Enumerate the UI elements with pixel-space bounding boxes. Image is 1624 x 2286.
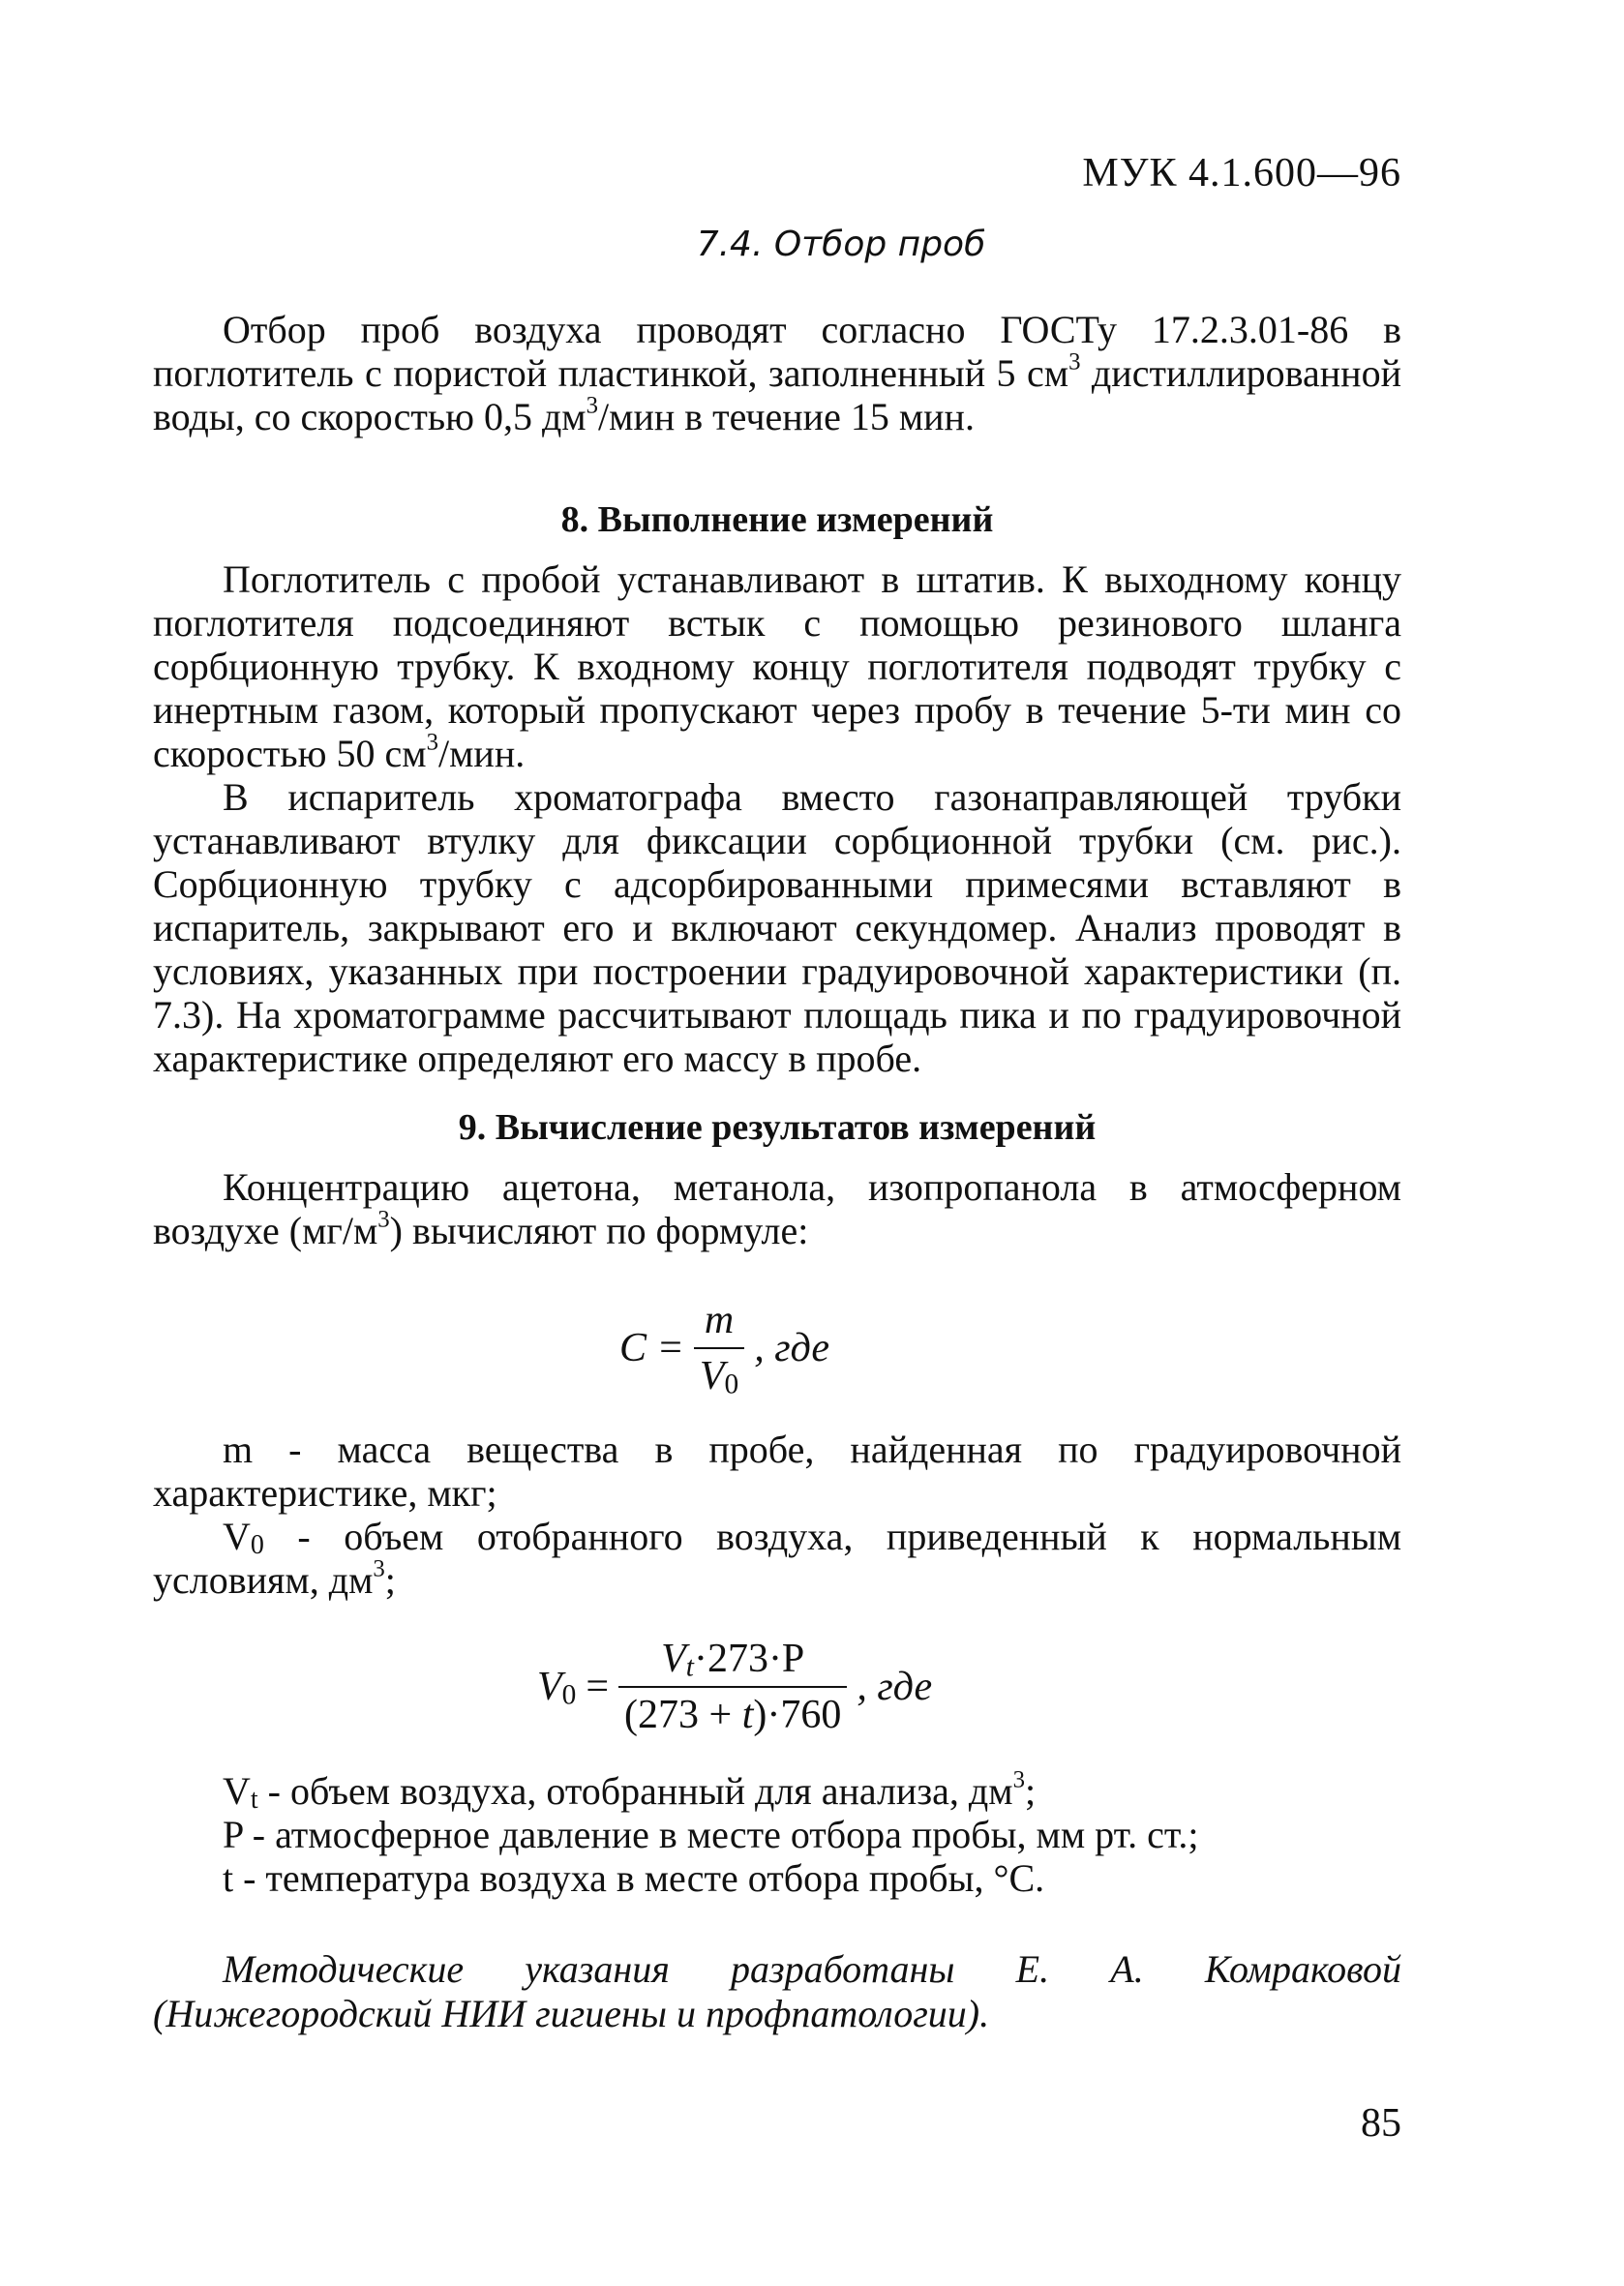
definition-p: P - атмосферное давление в месте отбора пробы, мм рт. ст.; [223, 1813, 1199, 1856]
section-9-title: 9. Вычисление результатов измерений [458, 1107, 1097, 1148]
definition-v0: $V_0$ - объем отобранного воздуха, приведенный к нормальным условиям, $дм^3$; [153, 1515, 1401, 1602]
formula-1-tail: , где [754, 1326, 830, 1370]
authorship-note: Методические указания разработаны Е. А. Комраковой (Нижегородский НИИ гигиены и профпатологии). [153, 1947, 1401, 2035]
section-8 [153, 498, 1401, 1080]
definition-m: m - масса вещества в пробе, найденная по градуировочной характеристике, мкг; [153, 1428, 1401, 1515]
formula-2-fraction [618, 1636, 847, 1738]
definition-vt: $V_t$ - объем воздуха, отобранный для анализа, $дм^3$; [223, 1766, 1037, 1816]
definitions-1 [153, 1428, 1401, 1602]
formula-1-numerator: m [704, 1298, 735, 1342]
section-9 [153, 1106, 1401, 1252]
formula-2-numerator: $V_t\cdot 273\cdot P$ [661, 1637, 805, 1683]
sampling-block [153, 308, 1401, 438]
formula-normalized-volume [537, 1636, 932, 1738]
formula-1-denominator: $V_0$ [694, 1347, 744, 1399]
formula-2-lhs: $V_0$ [537, 1665, 577, 1711]
section-8-title: 8. Выполнение измерений [560, 499, 994, 540]
definition-t: t - температура воздуха в месте отбора пробы, °С. [223, 1856, 1045, 1900]
subsection-title: 7.4. Отбор проб [696, 225, 986, 264]
formula-2-denominator: (273 + t)·760 [618, 1686, 847, 1738]
document-code: МУК 4.1.600—96 [1082, 151, 1401, 196]
definitions-2 [153, 1766, 1401, 1900]
formula-1-fraction [694, 1297, 744, 1399]
section-8-paragraph-1: Поглотитель с пробой устанавливают в штатив. К выходному концу поглотителя подсоединяют встык с помощью резинового шланга сорбционную трубку. К входному концу поглотителя подводят трубку с инертным газом, который пропускают через пробу в течение 5-ти мин со скоростью 50 $см^3$/мин. [153, 557, 1401, 775]
formula-1-lhs: C = [619, 1326, 684, 1370]
section-8-paragraph-2: В испаритель хроматографа вместо газонаправляющей трубки устанавливают втулку для фиксации сорбционной трубки (см. рис.). Сорбционную трубку с адсорбированными примесями вставляют в испаритель, закрывают его и включают секундомер. Анализ проводят в условиях, указанных при построении градуировочной характеристики (п. 7.3). На хроматограмме рассчитывают площадь пика и по градуировочной характеристике определяют его массу в пробе. [153, 775, 1401, 1080]
section-9-paragraph: Концентрацию ацетона, метанола, изопропанола в атмосферном воздухе $(мг/м^3)$ вычисляют по формуле: [153, 1165, 1401, 1252]
formula-2-equals: = [586, 1665, 610, 1709]
formula-concentration [619, 1297, 829, 1399]
sampling-paragraph: Отбор проб воздуха проводят согласно ГОСТу 17.2.3.01-86 в поглотитель с пористой пластинкой, заполненный 5 $см^3$ дистиллированной воды, со скоростью 0,5 $дм^3$/мин в течение 15 мин. [153, 308, 1401, 438]
page-number: 85 [1361, 2101, 1401, 2146]
formula-2-tail: , где [857, 1665, 933, 1709]
